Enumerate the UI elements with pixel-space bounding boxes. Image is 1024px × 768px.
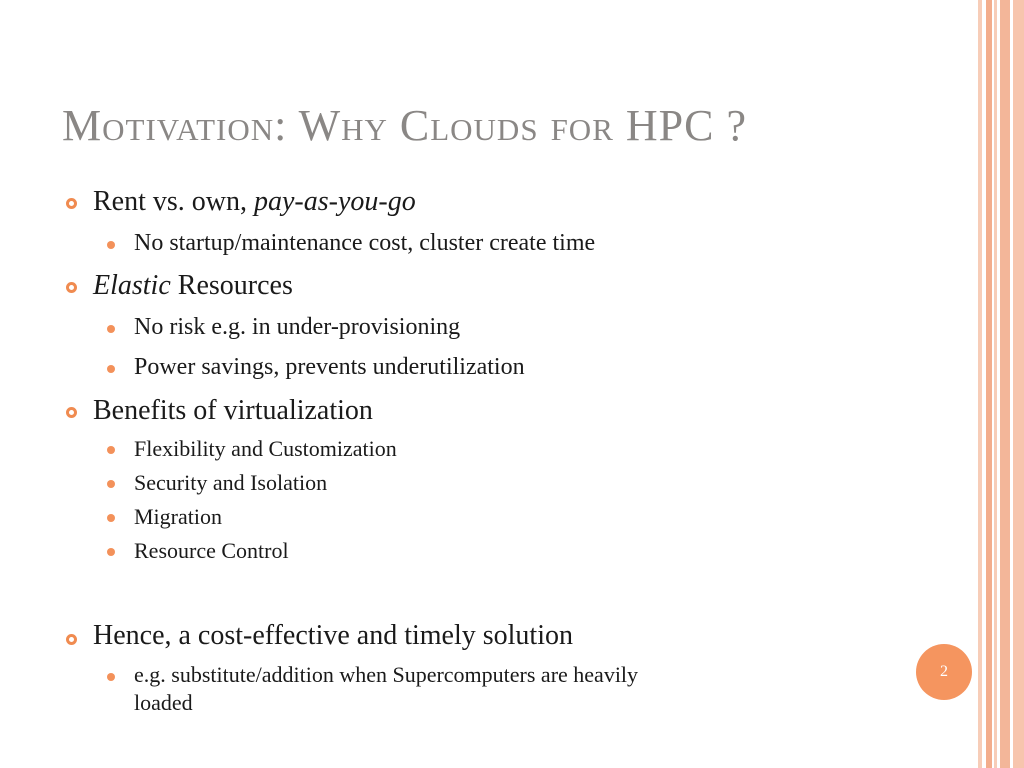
sub-bullet-item: Resource Control — [134, 538, 289, 563]
sub-bullet-icon — [107, 365, 115, 373]
bullet-emphasis: pay-as-you-go — [254, 186, 416, 217]
stripe — [1013, 0, 1024, 768]
bullet-text: Hence, a cost-effective and timely solution — [93, 620, 573, 651]
sub-bullet-item: Power savings, prevents underutilization — [134, 354, 525, 380]
sub-bullet-item: No risk e.g. in under-provisioning — [134, 314, 461, 340]
page-number-badge — [916, 644, 972, 700]
bullet-text: Benefits of virtualization — [93, 395, 373, 426]
stripe — [1000, 0, 1010, 768]
sub-bullet-icon — [107, 446, 115, 454]
sub-bullet-item-continued: loaded — [134, 690, 193, 715]
sub-bullet-item: Flexibility and Customization — [134, 436, 397, 461]
sub-bullet-item: Migration — [134, 504, 222, 529]
bullet-item — [93, 186, 416, 218]
bullet-item — [93, 270, 293, 302]
sub-bullet-icon — [107, 548, 115, 556]
bullet-item — [93, 620, 573, 652]
sub-bullet-icon — [107, 325, 115, 333]
sub-bullet-icon — [107, 673, 115, 681]
stripe — [994, 0, 997, 768]
bullet-icon — [66, 634, 77, 645]
bullet-emphasis: Elastic — [93, 270, 171, 301]
slide-title: Motivation: Why Clouds for HPC ? — [62, 101, 747, 150]
page-number: 2 — [940, 663, 948, 680]
bullet-text: Rent vs. own, — [93, 186, 254, 217]
sub-bullet-item: e.g. substitute/addition when Supercomputers are heavily — [134, 662, 639, 687]
bullet-text: Resources — [170, 270, 293, 301]
bullet-icon — [66, 198, 77, 209]
stripe — [986, 0, 992, 768]
sub-bullet-item: Security and Isolation — [134, 470, 328, 495]
sub-bullet-icon — [107, 241, 115, 249]
sub-bullet-icon — [107, 480, 115, 488]
bullet-icon — [66, 282, 77, 293]
bullet-item — [93, 395, 373, 427]
sub-bullet-item: No startup/maintenance cost, cluster create time — [134, 230, 596, 256]
stripe — [978, 0, 982, 768]
sub-bullet-icon — [107, 514, 115, 522]
bullet-icon — [66, 407, 77, 418]
